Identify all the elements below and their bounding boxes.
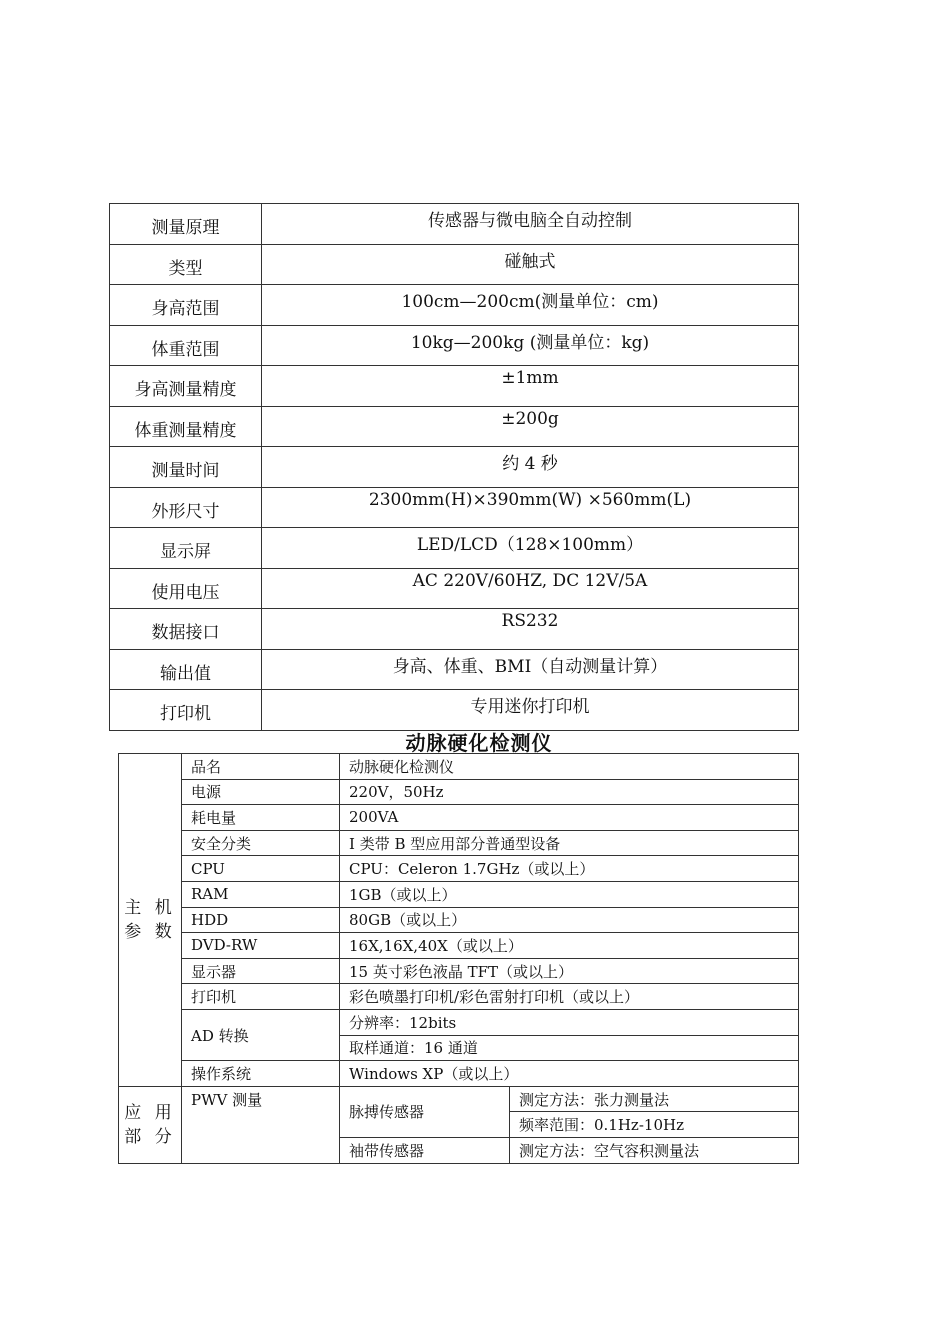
- row-label: 类型: [110, 244, 262, 285]
- row-label: 使用电压: [110, 568, 262, 609]
- spec-table-1: [109, 203, 799, 731]
- row-label: 体重范围: [110, 325, 262, 366]
- table-row: [110, 244, 799, 285]
- row-value: 约 4 秒: [262, 447, 799, 488]
- table-row: [110, 366, 799, 407]
- row-label: 耗电量: [182, 805, 340, 831]
- section-title: 动脉硬化检测仪: [405, 731, 553, 755]
- row-value: ±200g: [262, 406, 799, 447]
- row-value: 测定方法：张力测量法: [510, 1086, 799, 1112]
- table-row: [119, 1086, 799, 1112]
- row-label: 显示器: [182, 958, 340, 984]
- row-value: ±1mm: [262, 366, 799, 407]
- table-row: [110, 528, 799, 569]
- row-value: 碰触式: [262, 244, 799, 285]
- row-label: CPU: [182, 856, 340, 882]
- row-label: 外形尺寸: [110, 487, 262, 528]
- table-row: [119, 984, 799, 1010]
- row-value: 身高、体重、BMI（自动测量计算）: [262, 649, 799, 690]
- table-row: [110, 406, 799, 447]
- row-label: 输出值: [110, 649, 262, 690]
- row-label: 体重测量精度: [110, 406, 262, 447]
- row-label: HDD: [182, 907, 340, 933]
- row-label: 测量原理: [110, 204, 262, 245]
- row-value: 80GB（或以上）: [340, 907, 799, 933]
- table-row: [119, 958, 799, 984]
- pulse-sensor-label: 脉搏传感器: [340, 1086, 510, 1137]
- row-value: 1GB（或以上）: [340, 881, 799, 907]
- group-host-params: [119, 754, 182, 1087]
- row-value: 频率范围：0.1Hz-10Hz: [510, 1112, 799, 1138]
- table-row: [119, 856, 799, 882]
- spec-table-2: [118, 753, 799, 1164]
- table-row: [119, 779, 799, 805]
- group-label-line: 主 机: [124, 897, 176, 918]
- row-value: 200VA: [340, 805, 799, 831]
- table-row: [110, 285, 799, 326]
- row-value: 传感器与微电脑全自动控制: [262, 204, 799, 245]
- table-row: [110, 649, 799, 690]
- table-row: [119, 881, 799, 907]
- table-row: [119, 1061, 799, 1087]
- ad-label: AD 转换: [182, 1009, 340, 1060]
- row-label: DVD-RW: [182, 933, 340, 959]
- table-row: [110, 487, 799, 528]
- row-label: 打印机: [182, 984, 340, 1010]
- group-label-line: 应 用: [124, 1102, 176, 1123]
- row-value: I 类带 B 型应用部分普通型设备: [340, 830, 799, 856]
- row-value: 取样通道：16 通道: [340, 1035, 799, 1061]
- row-value: LED/LCD（128×100mm）: [262, 528, 799, 569]
- table-row: [110, 609, 799, 650]
- row-value: 15 英寸彩色液晶 TFT（或以上）: [340, 958, 799, 984]
- row-label: RAM: [182, 881, 340, 907]
- cuff-sensor-label: 袖带传感器: [340, 1137, 510, 1163]
- row-label: 身高范围: [110, 285, 262, 326]
- table-row: [110, 447, 799, 488]
- table-row: [119, 754, 799, 780]
- row-value: 100cm—200cm(测量单位：cm): [262, 285, 799, 326]
- row-value: 10kg—200kg (测量单位：kg): [262, 325, 799, 366]
- row-value: 测定方法：空气容积测量法: [510, 1137, 799, 1163]
- table-row: [119, 933, 799, 959]
- row-label: 安全分类: [182, 830, 340, 856]
- row-label: 品名: [182, 754, 340, 780]
- row-value: 分辨率：12bits: [340, 1009, 799, 1035]
- table-row: [110, 204, 799, 245]
- row-label: 电源: [182, 779, 340, 805]
- group-label-line: 参 数: [124, 921, 176, 942]
- row-value: 220V，50Hz: [340, 779, 799, 805]
- table-row: [119, 1009, 799, 1035]
- table-row: [110, 690, 799, 731]
- table-row: [119, 907, 799, 933]
- row-value: CPU：Celeron 1.7GHz（或以上）: [340, 856, 799, 882]
- row-label: 数据接口: [110, 609, 262, 650]
- row-value: 彩色喷墨打印机/彩色雷射打印机（或以上）: [340, 984, 799, 1010]
- group-application: [119, 1086, 182, 1163]
- row-value: 动脉硬化检测仪: [340, 754, 799, 780]
- row-value: 专用迷你打印机: [262, 690, 799, 731]
- row-label: 显示屏: [110, 528, 262, 569]
- row-value: 2300mm(H)×390mm(W) ×560mm(L): [262, 487, 799, 528]
- row-label: 打印机: [110, 690, 262, 731]
- pwv-label: PWV 测量: [182, 1086, 340, 1163]
- row-label: 操作系统: [182, 1061, 340, 1087]
- row-label: 测量时间: [110, 447, 262, 488]
- table-row: [110, 325, 799, 366]
- row-value: Windows XP（或以上）: [340, 1061, 799, 1087]
- table-row: [119, 805, 799, 831]
- table-row: [110, 568, 799, 609]
- row-label: 身高测量精度: [110, 366, 262, 407]
- table-row: [119, 830, 799, 856]
- group-label-line: 部 分: [124, 1126, 176, 1147]
- row-value: 16X,16X,40X（或以上）: [340, 933, 799, 959]
- row-value: RS232: [262, 609, 799, 650]
- row-value: AC 220V/60HZ, DC 12V/5A: [262, 568, 799, 609]
